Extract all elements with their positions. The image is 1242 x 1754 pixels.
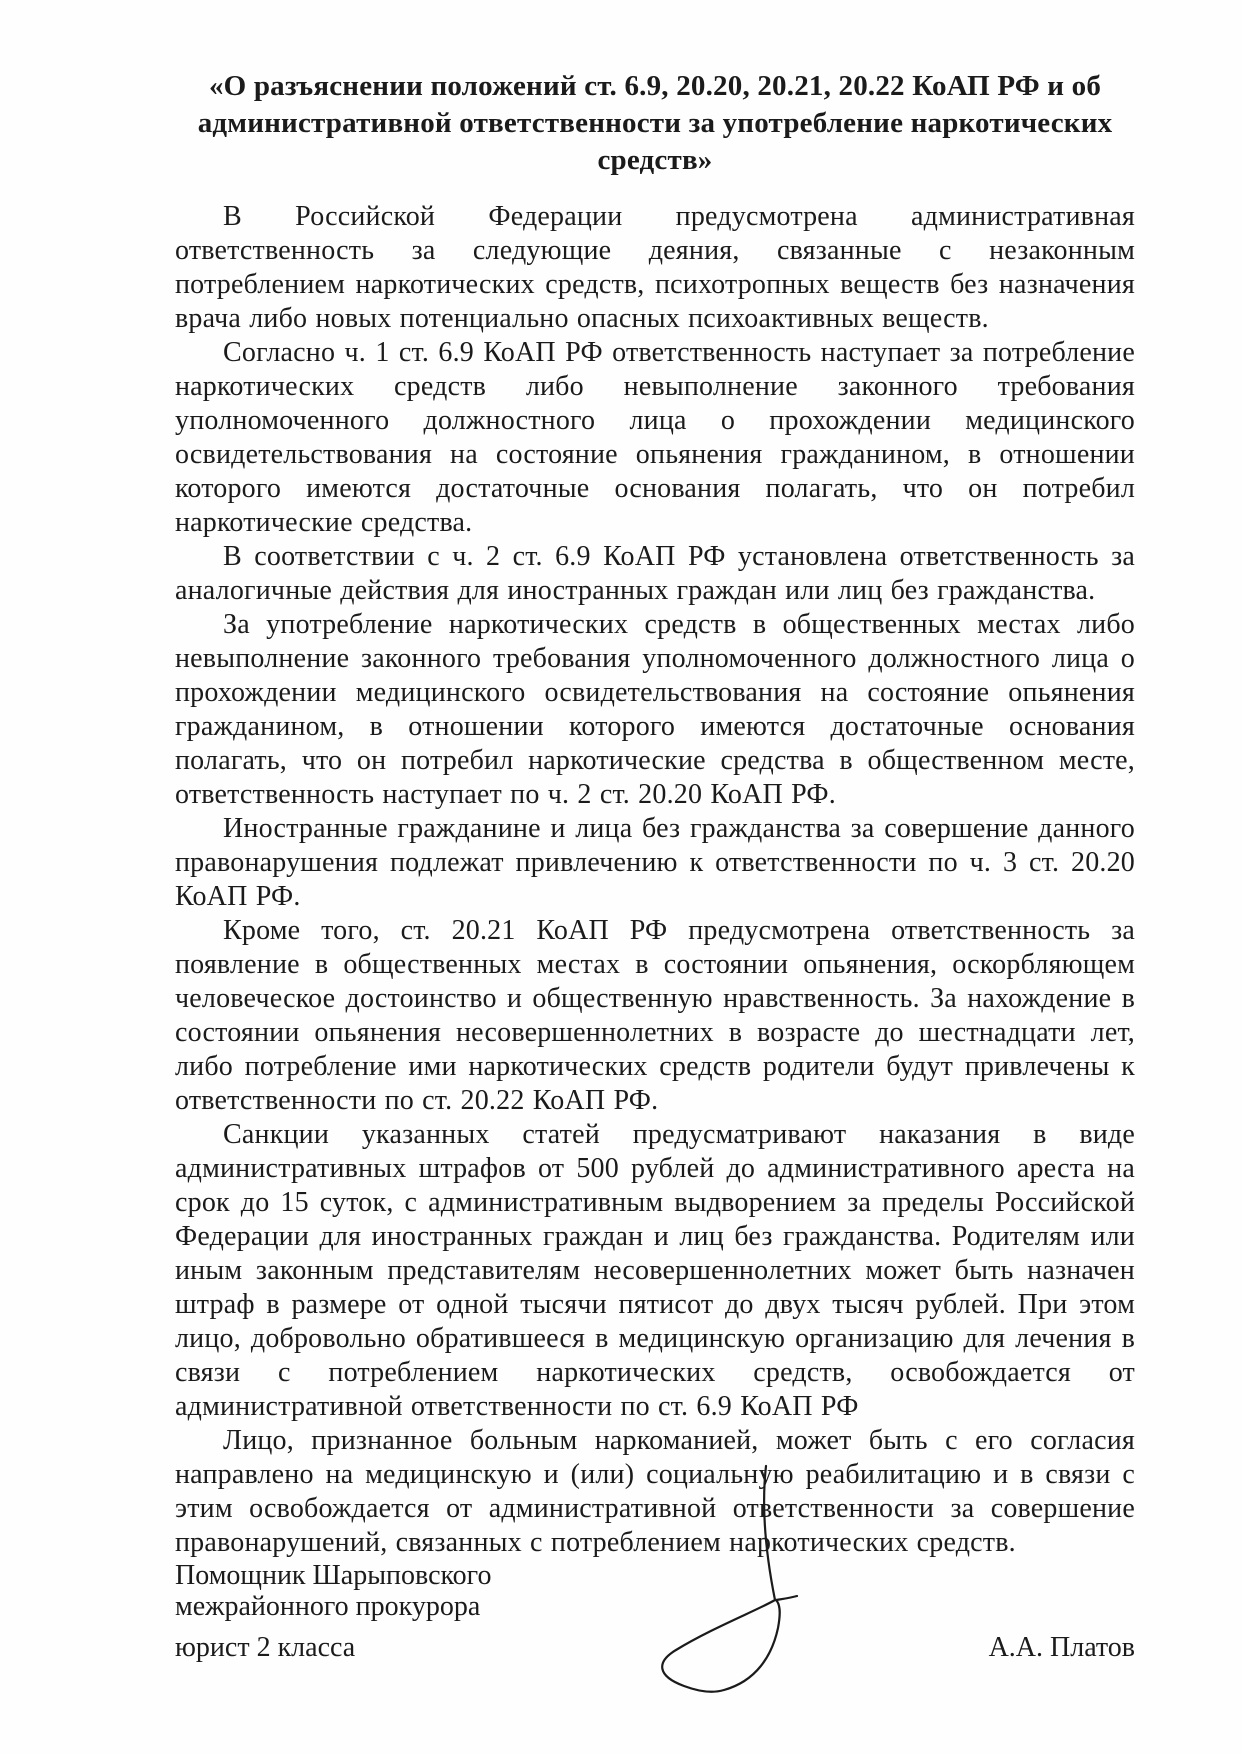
signatory-name: А.А. Платов xyxy=(988,1632,1135,1663)
signatory-position xyxy=(175,1560,491,1622)
paragraph-2: Согласно ч. 1 ст. 6.9 КоАП РФ ответственность наступает за потребление наркотических средств либо невыполнение законного требования уполномоченного должностного лица о прохождении медицинского освидетельствования на состояние опьянения гражданином, в отношении которого имеются достаточные основания полагать, что он потребил наркотические средства. xyxy=(175,337,1135,538)
paragraph-7: Санкции указанных статей предусматривают наказания в виде административных штрафов от 500 рублей до административного ареста на срок до 15 суток, с административным выдворением за пределы Российской Федерации для иностранных граждан и лиц без гражданства. Родителям или иным законным представителям несовершеннолетних может быть назначен штраф в размере от одной тысячи пятисот до двух тысяч рублей. При этом лицо, добровольно обратившееся в медицинскую организацию для лечения в связи с потреблением наркотических средств, освобождается от административной ответственности по ст. 6.9 КоАП РФ xyxy=(175,1119,1135,1422)
paragraph-6: Кроме того, ст. 20.21 КоАП РФ предусмотрена ответственность за появление в общественных местах в состоянии опьянения, оскорбляющем человеческое достоинство и общественную нравственность. За нахождение в состоянии опьянения несовершеннолетних в возрасте до шестнадцати лет, либо потребление ими наркотических средств родители будут привлечены к ответственности по ст. 20.22 КоАП РФ. xyxy=(175,915,1135,1116)
document-title: «О разъяснении положений ст. 6.9, 20.20, 20.21, 20.22 КоАП РФ и об административной ответственности за употребление наркотических средств» xyxy=(197,70,1113,176)
paragraph-4: За употребление наркотических средств в общественных местах либо невыполнение законного требования уполномоченного должностного лица о прохождении медицинского освидетельствования на состояние опьянения гражданином, в отношении которого имеются достаточные основания полагать, что он потребил наркотические средства в общественном месте, ответственность наступает по ч. 2 ст. 20.20 КоАП РФ. xyxy=(175,609,1135,810)
paragraph-8: Лицо, признанное больным наркоманией, может быть с его согласия направлено на медицинскую и (или) социальную реабилитацию и в связи с этим освобождается от административной ответственности за совершение правонарушений, связанных с потреблением наркотических средств. xyxy=(175,1425,1135,1558)
signatory-rank: юрист 2 класса xyxy=(175,1632,356,1663)
paragraph-3: В соответствии с ч. 2 ст. 6.9 КоАП РФ установлена ответственность за аналогичные действия для иностранных граждан или лиц без гражданства. xyxy=(175,541,1135,606)
signatory-position-line2: межрайонного прокурора xyxy=(175,1591,481,1622)
paragraph-1: В Российской Федерации предусмотрена административная ответственность за следующие деяния, связанные с незаконным потреблением наркотических средств, психотропных веществ без назначения врача либо новых потенциально опасных психоактивных веществ. xyxy=(175,201,1135,334)
signatory-position-line1: Помощник Шарыповского xyxy=(175,1560,492,1591)
paragraph-5: Иностранные гражданине и лица без гражданства за совершение данного правонарушения подлежат привлечению к ответственности по ч. 3 ст. 20.20 КоАП РФ. xyxy=(175,813,1135,912)
document-body xyxy=(175,200,1135,1560)
